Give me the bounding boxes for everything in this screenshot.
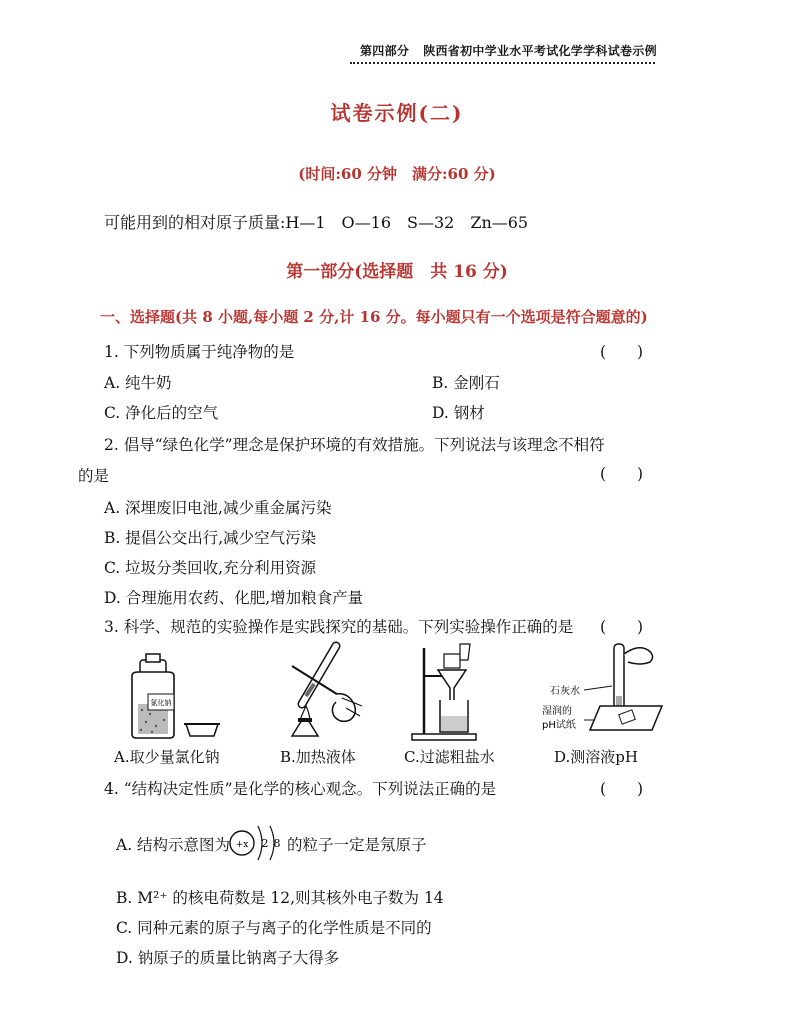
q1-option-d: D. 钢材 <box>432 404 485 422</box>
paper-title: 试卷示例(二) <box>330 101 464 125</box>
q1-option-c: C. 净化后的空气 <box>104 404 219 422</box>
figure-jar-sodium-chloride <box>126 652 232 742</box>
q2-option-a: A. 深埋废旧电池,减少重金属污染 <box>104 499 332 517</box>
figure-heating-liquid <box>262 636 368 742</box>
q2-option-b: B. 提倡公交出行,减少空气污染 <box>104 529 317 547</box>
jar-label: 氯化钠 <box>150 699 172 707</box>
ph-paper-label-2: pH试纸 <box>542 720 576 731</box>
q4-stem: 4. “结构决定性质”是化学的核心观念。下列说法正确的是 <box>104 780 497 798</box>
q3-option-d: D.测溶液pH <box>554 748 638 766</box>
atom-structure-diagram <box>228 820 286 866</box>
figure-ph-test <box>540 640 670 744</box>
q3-option-a: A.取少量氯化钠 <box>114 748 220 766</box>
lime-water-label: 石灰水 <box>550 686 580 697</box>
q3-stem: 3. 科学、规范的实验操作是实践探究的基础。下列实验操作正确的是 <box>104 618 574 636</box>
q3-option-b: B.加热液体 <box>280 748 356 766</box>
q3-answer-paren: ( ) <box>600 618 644 636</box>
shell-1-electrons: 2 <box>261 837 269 850</box>
q3-option-c: C.过滤粗盐水 <box>404 748 495 766</box>
q2-answer-paren: ( ) <box>600 465 644 483</box>
ph-paper-label-1: 湿润的 <box>542 706 572 717</box>
q1-stem: 1. 下列物质属于纯净物的是 <box>104 343 295 361</box>
header-title: 陕西省初中学业水平考试化学学科试卷示例 <box>423 44 657 58</box>
figure-filtration <box>408 640 488 744</box>
q2-option-d: D. 合理施用农药、化肥,增加粮食产量 <box>104 589 364 607</box>
part-title: 第一部分(选择题 共 16 分) <box>286 262 508 282</box>
time-info: (时间:60 分钟 满分:60 分) <box>298 165 496 183</box>
q4-option-a-suffix: 的粒子一定是氖原子 <box>287 836 427 854</box>
q4-option-c: C. 同种元素的原子与离子的化学性质是不同的 <box>116 919 432 937</box>
q4-option-b: B. M²⁺ 的核电荷数是 12,则其核外电子数为 14 <box>116 889 444 907</box>
section-heading: 一、选择题(共 8 小题,每小题 2 分,计 16 分。每小题只有一个选项是符合题意的) <box>100 308 648 326</box>
q1-option-a: A. 纯牛奶 <box>104 374 172 392</box>
header-section: 第四部分 <box>360 44 410 58</box>
q4-option-d: D. 钠原子的质量比钠离子大得多 <box>116 949 340 967</box>
page-header <box>360 42 657 59</box>
q2-stem-line1: 2. 倡导“绿色化学”理念是保护环境的有效措施。下列说法与该理念不相符 <box>104 436 605 454</box>
shell-2-electrons: 8 <box>273 837 281 850</box>
q1-answer-paren: ( ) <box>600 343 644 361</box>
q4-option-a-prefix: A. 结构示意图为 <box>116 836 231 854</box>
q2-option-c: C. 垃圾分类回收,充分利用资源 <box>104 559 317 577</box>
q4-answer-paren: ( ) <box>600 780 644 798</box>
nucleus-charge: +x <box>235 840 249 850</box>
q1-option-b: B. 金刚石 <box>432 374 500 392</box>
atomic-masses: 可能用到的相对原子质量:H—1 O—16 S—32 Zn—65 <box>104 213 529 232</box>
q2-stem-line2: 的是 <box>78 467 110 485</box>
